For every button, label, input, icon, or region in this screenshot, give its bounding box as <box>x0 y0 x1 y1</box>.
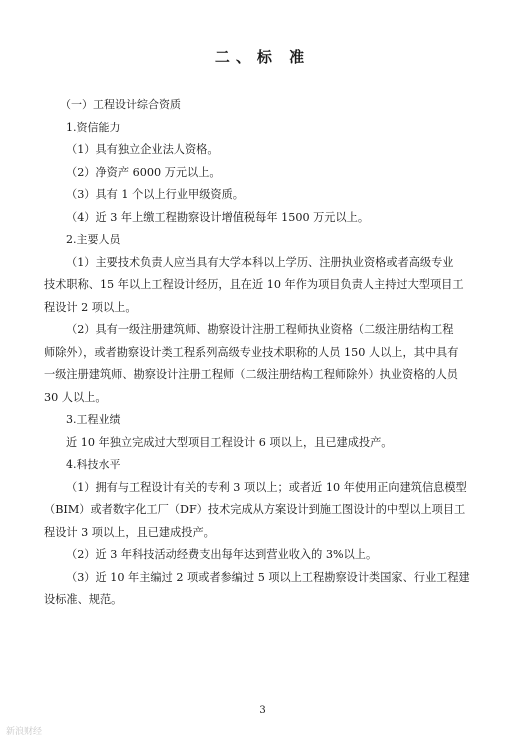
paragraph-line: 设标准、规范。 <box>44 593 123 606</box>
paragraph-line: （2）近 3 年科技活动经费支出每年达到营业收入的 3%以上。 <box>66 548 378 561</box>
paragraph-line: （1）主要技术负责人应当具有大学本科以上学历、注册执业资格或者高级专业 <box>66 255 454 269</box>
paragraph-line: （BIM）或者数字化工厂（DF）技术完成从方案设计到施工图设计的中型以上项目工 <box>44 503 466 516</box>
watermark-text: 新浪财经 <box>6 727 43 737</box>
subsection-heading: 2.主要人员 <box>66 233 121 246</box>
paragraph-line: 程设计 3 项以上，且已建成投产。 <box>44 525 215 539</box>
page-number: 3 <box>259 705 266 716</box>
paragraph-line: 一级注册建筑师、勘察设计注册工程师（二级注册结构工程师除外）执业资格的人员 <box>44 368 458 381</box>
paragraph-line: （1）拥有与工程设计有关的专利 3 项以上；或者近 10 年使用正向建筑信息模型 <box>66 480 467 494</box>
paragraph-line: 近 10 年独立完成过大型项目工程设计 6 项以上，且已建成投产。 <box>66 435 393 449</box>
paragraph-line: （4）近 3 年上缴工程勘察设计增值税每年 1500 万元以上。 <box>66 210 370 224</box>
paragraph-line: （3）近 10 年主编过 2 项或者参编过 5 项以上工程勘察设计类国家、行业工程建 <box>66 570 470 584</box>
paragraph-line: 技术职称、15 年以上工程设计经历，且在近 10 年作为项目负责人主持过大型项目工 <box>44 278 464 291</box>
section-heading: （一）工程设计综合资质 <box>60 98 181 111</box>
paragraph-line: （2）具有一级注册建筑师、勘察设计注册工程师执业资格（二级注册结构工程 <box>66 323 454 336</box>
page-title: 二、标 准 <box>214 48 311 66</box>
subsection-heading: 4.科技水平 <box>66 458 121 471</box>
subsection-heading: 1.资信能力 <box>66 120 121 134</box>
document-body <box>44 94 484 612</box>
paragraph-line: 30 人以上。 <box>44 390 107 404</box>
paragraph-line: （3）具有 1 个以上行业甲级资质。 <box>66 188 244 201</box>
paragraph-line: 程设计 2 项以上。 <box>44 300 137 314</box>
paragraph-line: 师除外），或者勘察设计类工程系列高级专业技术职称的人员 150 人以上，其中具有 <box>44 345 459 359</box>
paragraph-line: （2）净资产 6000 万元以上。 <box>66 165 221 179</box>
subsection-heading: 3.工程业绩 <box>66 413 121 426</box>
paragraph-line: （1）具有独立企业法人资格。 <box>66 143 219 156</box>
